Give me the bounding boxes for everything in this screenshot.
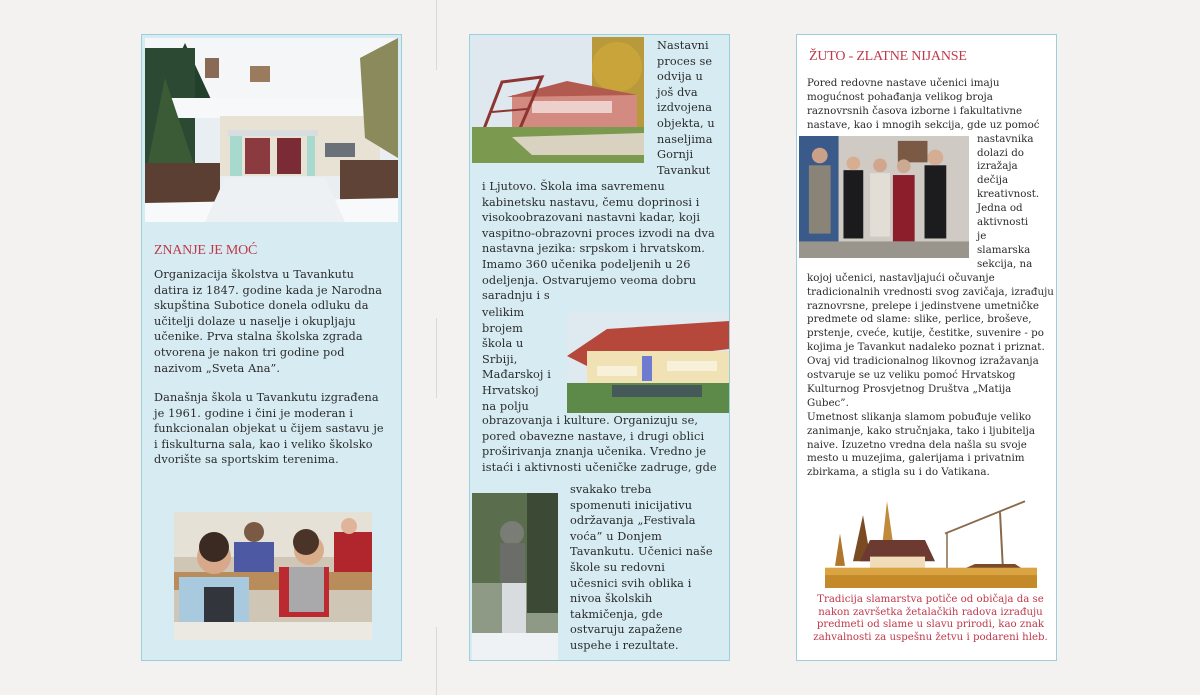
text-line: nastavnika	[977, 132, 1034, 145]
school-building-ljutovo-photo	[567, 311, 729, 413]
text-line: svakako treba	[570, 483, 652, 496]
text-line: škole su redovni	[570, 560, 665, 574]
panel-3-caption: Tradicija slamarstva potiče od običaja da se nakon završetka žetalačkih radova izrađuju predmeti od slame u slavu prirodi, kao znak zahvalnosti za uspešnu žetvu i podareni hleb.	[813, 594, 1048, 643]
straw-art-village-illustration	[825, 492, 1037, 588]
text-line: izdvojena	[657, 101, 713, 115]
panel-2-text-beside-image-3	[570, 482, 728, 654]
panel-2-paragraph: i Ljutovo. Škola ima savremenu kabinetsku nastavu, čemu doprinosi i visokoobrazovani nastavni kadar, koji vaspitno-obrazovni proces izvodi na dva nastavna jezika: srpskom i hrvatskom. Imamo 360 učenika podeljenih u 26 odeljenja. Ostvarujemo veoma dobru saradnju i s	[482, 180, 715, 303]
text-line: Nastavni	[657, 39, 709, 52]
school-building-winter-photo	[145, 38, 398, 222]
panel-3-heading: ŽUTO - ZLATNE NIJANSE	[809, 49, 967, 64]
fold-line	[436, 318, 437, 398]
panel-3-text-flow	[807, 77, 1054, 644]
text-line: takmičenja, gde	[570, 607, 663, 621]
text-line: uspehe i rezultate.	[570, 638, 679, 652]
brochure-panel-3	[796, 34, 1057, 661]
text-line: održavanja „Festivala	[570, 514, 696, 528]
text-line: Srbiji,	[482, 352, 518, 366]
fold-line	[436, 627, 437, 695]
text-line: velikim	[482, 306, 525, 319]
school-building-gornji-tavankut-photo	[472, 37, 644, 163]
panel-3-paragraph: Ovaj vid tradicionalnog likovnog izražavanja ostvaruje se uz veliku pomoć Hrvatskog Kulturnog Prosvjetnog Društva „Matija Gubec”.	[807, 355, 1039, 409]
text-line: voća” u Donjem	[570, 529, 662, 543]
text-line: Hrvatskoj	[482, 383, 539, 397]
text-line: kreativnost.	[977, 188, 1040, 201]
panel-3-paragraph: kojoj učenici, nastavljajući očuvanje tradicionalnih vrednosti svog zavičaja, izrađuju raznovrsne, prelepe i jedinstvene umetničke predmete od slame: slike, perlice, broševe, prstenje, cveće, kutije, čestitke, suvenire - po kojima je Tavankut nadaleko poznat i priznat.	[807, 271, 1054, 354]
text-line: dečija	[977, 174, 1009, 187]
text-line: aktivnosti	[977, 216, 1029, 229]
panel-1-paragraph: Današnja škola u Tavankutu izgrađena je 1961. godine i čini je moderan i funkcionalan objekat u čijem sastavu je i fiskulturna sala, kao i veliko školsko dvorište sa sportskim terenima.	[154, 391, 384, 467]
text-line: škola u	[482, 337, 524, 351]
brochure-panel-1	[141, 34, 402, 661]
panel-2-text-beside-image-1	[657, 38, 727, 178]
fold-line	[436, 0, 437, 70]
text-line: slamarska	[977, 243, 1031, 256]
text-line: još dva	[657, 85, 698, 99]
text-line: Tavankutu. Učenici naše	[570, 545, 713, 559]
text-line: dolazi do	[977, 146, 1025, 159]
panel-2-paragraph: obrazovanja i kulture. Organizuju se, pored obavezne nastave, i drugi oblici proširivanja znanja učenika. Vredno je istaći i aktivnosti učeničke zadruge, gde	[482, 414, 717, 474]
brochure-panel-2	[469, 34, 730, 661]
text-line: proces se	[657, 54, 713, 68]
panel-3-paragraph: Umetnost slikanja slamom pobuđuje veliko zanimanje, kako stručnjaka, tako i ljubitelja naive. Izuzetno vredna dela našla su svoje mesto u muzejima, galerijama i privatnim zbirkama, a stigla su i do Vatikana.	[807, 410, 1035, 479]
panel-3-intro: Pored redovne nastave učenici imaju mogućnost pohađanja velikog broja raznovrsnih časova izborne i fakultativne nastave, kao i mnogih sekcija, gde uz pomoć	[807, 77, 1040, 131]
panel-1-paragraph: Organizacija školstva u Tavankutu datira iz 1847. godine kada je Narodna skupština Subotice donela odluku da učitelji dolaze u naselje i okupljaju učenike. Prva stalna školska zgrada otvorena je nakon tri godine pod nazivom „Sveta Ana”.	[154, 268, 383, 375]
text-line: učesnici svih oblika i	[570, 576, 692, 590]
folk-costume-group-photo	[799, 136, 969, 258]
classroom-students-photo	[174, 512, 372, 640]
text-line: odvija u	[657, 70, 703, 84]
text-line: sekcija, na	[977, 257, 1033, 270]
text-line: na polju	[482, 399, 529, 413]
text-line: Tavankut	[657, 163, 711, 177]
text-line: objekta, u	[657, 116, 715, 130]
text-line: je	[977, 229, 987, 242]
text-line: nivoa školskih	[570, 592, 653, 606]
text-line: naseljima	[657, 132, 713, 146]
text-line: Jedna od	[977, 202, 1023, 215]
text-line: brojem	[482, 321, 523, 335]
panel-2-text-beside-image-2	[482, 305, 572, 414]
panel-1-heading: ZNANJE JE MOĆ	[154, 243, 258, 258]
text-line: izražaja	[977, 160, 1018, 173]
text-line: Mađarskoj i	[482, 368, 551, 382]
text-line: spomenuti inicijativu	[570, 498, 693, 512]
text-line: ostvaruju zapažene	[570, 623, 683, 637]
monument-statue-photo	[472, 493, 558, 660]
text-line: Gornji	[657, 148, 694, 162]
